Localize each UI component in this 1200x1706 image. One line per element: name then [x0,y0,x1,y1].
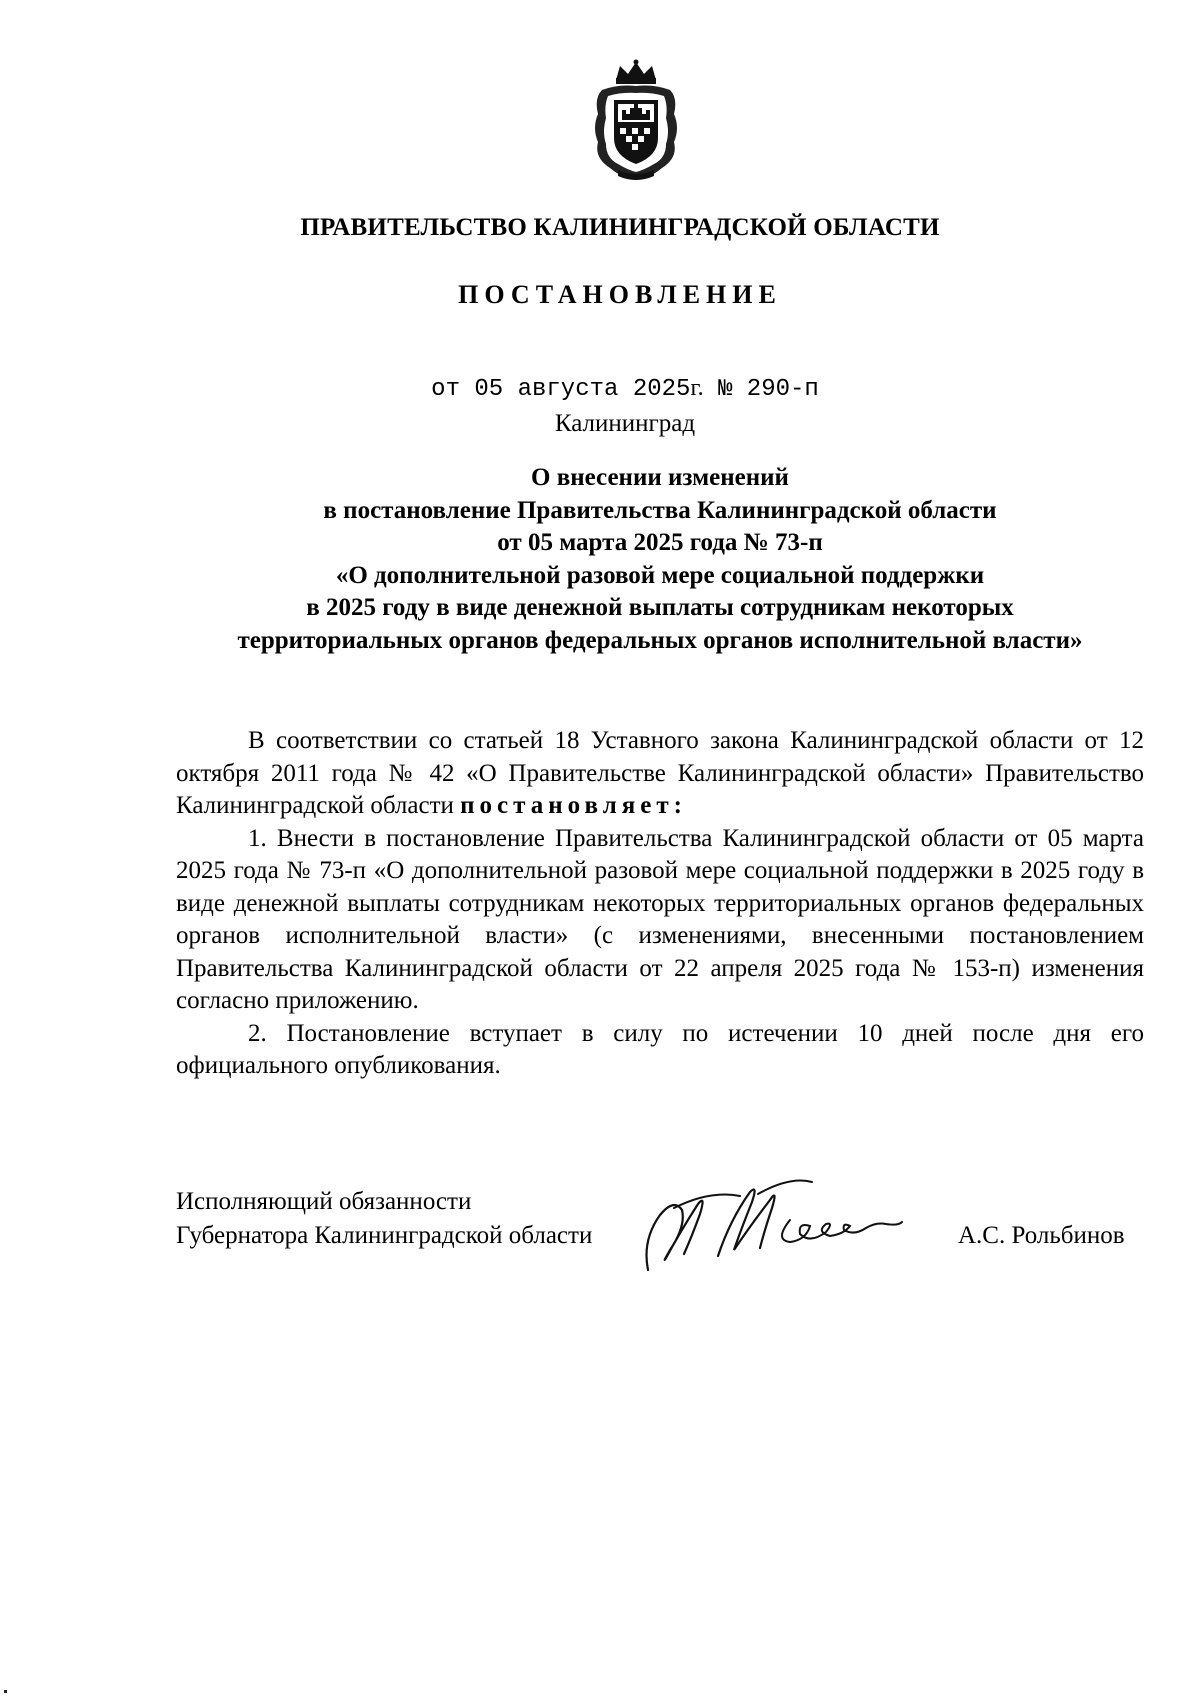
heading-line: от 05 марта 2025 года № 73-п [497,529,823,556]
date-year: 2025 [632,376,691,403]
coat-of-arms-icon [588,58,684,184]
date-day-month: 05 августа [474,376,619,403]
number-label: № [717,376,733,403]
document-heading [150,462,1160,657]
decree-word: постановляет: [460,792,687,819]
handwritten-signature [640,1170,940,1280]
government-title: ПРАВИТЕЛЬСТВО КАЛИНИНГРАДСКОЙ ОБЛАСТИ [300,214,940,241]
document-number: 290-п [746,376,819,403]
item-1-paragraph: 1. Внести в постановление Правительства Калининградской области от 05 марта 2025 года № 73-п «О дополнительной разовой мере социальной поддержки в 2025 году в виде денежной выплаты сотрудникам некоторых территориальных органов федеральных органов исполнительной власти» (с изменениями, внесенными постановлением Правительства Калининградской области от 22 апреля 2025 года № 153-п) изменения согласно приложению. [176,824,1144,1014]
heading-line: «О дополнительной разовой мере социальной поддержки [335,561,985,589]
document-body [176,725,1144,1083]
position-line-1: Исполняющий обязанности [176,1188,472,1215]
position-line-2: Губернатора Калининградской области [176,1222,593,1249]
heading-line: в постановление Правительства Калининградской области [323,496,997,524]
date-prefix: от [431,376,460,403]
date-number-line [0,375,1200,403]
document-type: ПОСТАНОВЛЕНИЕ [458,280,782,309]
city: Калининград [554,410,696,437]
preamble-paragraph [176,725,1144,823]
item-2-paragraph: 2. Постановление вступает в силу по истечении 10 дней после дня его официального опубликования. [176,1019,1144,1079]
scan-speck [4,1690,7,1693]
signatory-name: А.С. Рольбинов [958,1222,1125,1249]
preamble-text: В соответствии со статьей 18 Уставного закона Калининградской области от 12 октября 2011 года № 42 «О Правительстве Калининградской области» Правительство Калининградской области [176,727,1144,819]
heading-line: О внесении изменений [531,464,789,491]
heading-line: территориальных органов федеральных органов исполнительной власти» [237,626,1083,654]
signatory-position [176,1185,592,1253]
date-year-suffix: г. [690,375,704,401]
heading-line: в 2025 году в виде денежной выплаты сотрудникам некоторых [306,594,1014,621]
